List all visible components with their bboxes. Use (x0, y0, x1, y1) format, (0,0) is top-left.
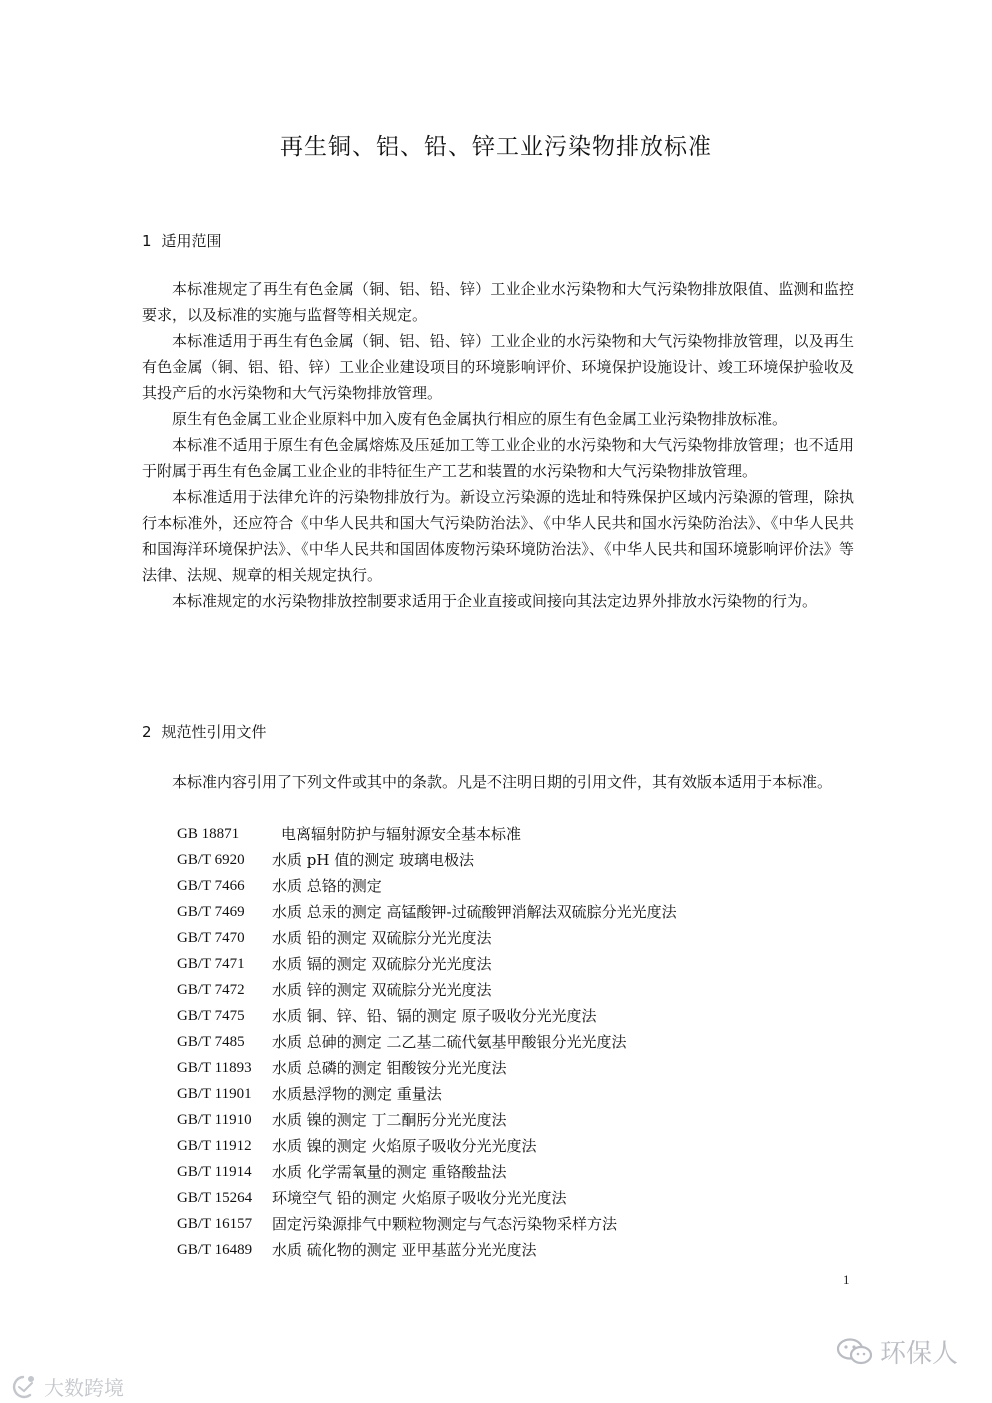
reference-title: 电离辐射防护与辐射源安全基本标准 (281, 825, 522, 843)
section-2-intro (142, 769, 854, 795)
reference-title: 水质 铜、锌、铅、镉的测定 原子吸收分光光度法 (272, 1007, 597, 1025)
reference-title: 水质 总铬的测定 (272, 877, 382, 895)
reference-code: GB/T 11901 (177, 1086, 252, 1102)
reference-code: GB/T 16157 (177, 1216, 253, 1232)
reference-code: GB/T 7466 (177, 878, 245, 894)
reference-title: 水质 镍的测定 丁二酮肟分光光度法 (272, 1111, 507, 1129)
paragraph: 本标准适用于法律允许的污染物排放行为。新设立污染源的选址和特殊保护区域内污染源的管理，除执行本标准外，还应符合《中华人民共和国大气污染防治法》、《中华人民共和国水污染防治法》、《中华人民共和国海洋环境保护法》、《中华人民共和国固体废物污染环境防治法》、《中华人民共和国环境影响评价法》等法律、法规、规章的相关规定执行。 (142, 488, 854, 584)
reference-item (177, 1081, 877, 1107)
reference-title: 水质 化学需氧量的测定 重铬酸盐法 (272, 1163, 507, 1181)
section-1-title: 适用范围 (161, 232, 222, 250)
reference-title: 水质 总砷的测定 二乙基二硫代氨基甲酸银分光光度法 (272, 1033, 627, 1051)
reference-item (177, 1185, 877, 1211)
page-number: 1 (843, 1272, 850, 1287)
reference-item (177, 821, 877, 847)
reference-code: GB 18871 (177, 826, 240, 842)
section-2-title: 规范性引用文件 (161, 723, 267, 741)
reference-item (177, 899, 877, 925)
reference-code: GB/T 7485 (177, 1034, 245, 1050)
reference-item (177, 1237, 877, 1263)
reference-item (177, 925, 877, 951)
reference-item (177, 873, 877, 899)
reference-code: GB/T 11910 (177, 1112, 252, 1128)
reference-code: GB/T 15264 (177, 1190, 253, 1206)
paragraph: 本标准适用于再生有色金属（铜、铝、铅、锌）工业企业的水污染物和大气污染物排放管理，以及再生有色金属（铜、铝、铅、锌）工业企业建设项目的环境影响评价、环境保护设施设计、竣工环境保护验收及其投产后的水污染物和大气污染物排放管理。 (142, 332, 854, 402)
reference-code: GB/T 7470 (177, 930, 245, 946)
reference-item (177, 1211, 877, 1237)
reference-code: GB/T 7471 (177, 956, 245, 972)
paragraph: 本标准规定的水污染物排放控制要求适用于企业直接或间接向其法定边界外排放水污染物的行为。 (172, 592, 818, 610)
reference-code: GB/T 7469 (177, 904, 245, 920)
reference-item (177, 1107, 877, 1133)
reference-title: 水质 总磷的测定 钼酸铵分光光度法 (272, 1059, 507, 1077)
watermark-right (836, 1333, 958, 1370)
reference-item (177, 847, 877, 873)
page-title: 再生铜、铝、铅、锌工业污染物排放标准 (280, 134, 712, 160)
section-1-number: 1 (142, 232, 152, 250)
reference-list (177, 821, 877, 1263)
reference-title: 水质 镉的测定 双硫腙分光光度法 (272, 955, 492, 973)
reference-item (177, 1055, 877, 1081)
reference-item (177, 951, 877, 977)
reference-code: GB/T 7475 (177, 1008, 245, 1024)
reference-item (177, 977, 877, 1003)
reference-item (177, 1159, 877, 1185)
reference-code: GB/T 11914 (177, 1164, 252, 1180)
watermark-left (10, 1372, 124, 1401)
section-1-heading (142, 230, 222, 251)
reference-code: GB/T 16489 (177, 1242, 253, 1258)
paragraph: 本标准不适用于原生有色金属熔炼及压延加工等工业企业的水污染物和大气污染物排放管理；也不适用于附属于再生有色金属工业企业的非特征生产工艺和装置的水污染物和大气污染物排放管理。 (142, 436, 854, 480)
paragraph: 本标准规定了再生有色金属（铜、铝、铅、锌）工业企业水污染物和大气污染物排放限值、监测和监控要求，以及标准的实施与监督等相关规定。 (142, 280, 854, 324)
reference-title: 水质 铅的测定 双硫腙分光光度法 (272, 929, 492, 947)
reference-title: 水质 硫化物的测定 亚甲基蓝分光光度法 (272, 1241, 537, 1259)
reference-code: GB/T 6920 (177, 852, 245, 868)
watermark-right-text: 环保人 (879, 1339, 958, 1369)
wechat-icon (836, 1337, 874, 1367)
reference-item (177, 1029, 877, 1055)
logo-icon (10, 1374, 40, 1400)
paragraph: 原生有色金属工业企业原料中加入废有色金属执行相应的原生有色金属工业污染物排放标准。 (172, 410, 788, 428)
reference-item (177, 1003, 877, 1029)
reference-title: 水质悬浮物的测定 重量法 (272, 1085, 442, 1103)
watermark-left-text: 大数跨境 (44, 1376, 124, 1400)
reference-title: 水质 锌的测定 双硫腙分光光度法 (272, 981, 492, 999)
reference-code: GB/T 11893 (177, 1060, 252, 1076)
reference-item (177, 1133, 877, 1159)
section-2-number: 2 (142, 723, 152, 741)
reference-code: GB/T 11912 (177, 1138, 252, 1154)
section-2-heading (142, 721, 267, 742)
section-1-body (142, 276, 854, 614)
reference-title: 环境空气 铅的测定 火焰原子吸收分光光度法 (272, 1189, 567, 1207)
reference-title: 固定污染源排气中颗粒物测定与气态污染物采样方法 (272, 1215, 618, 1233)
reference-code: GB/T 7472 (177, 982, 245, 998)
reference-title: 水质 总汞的测定 高锰酸钾-过硫酸钾消解法双硫腙分光光度法 (272, 903, 677, 921)
paragraph: 本标准内容引用了下列文件或其中的条款。凡是不注明日期的引用文件，其有效版本适用于本标准。 (172, 773, 833, 791)
reference-title: 水质 pH 值的测定 玻璃电极法 (272, 851, 474, 869)
reference-title: 水质 镍的测定 火焰原子吸收分光光度法 (272, 1137, 537, 1155)
